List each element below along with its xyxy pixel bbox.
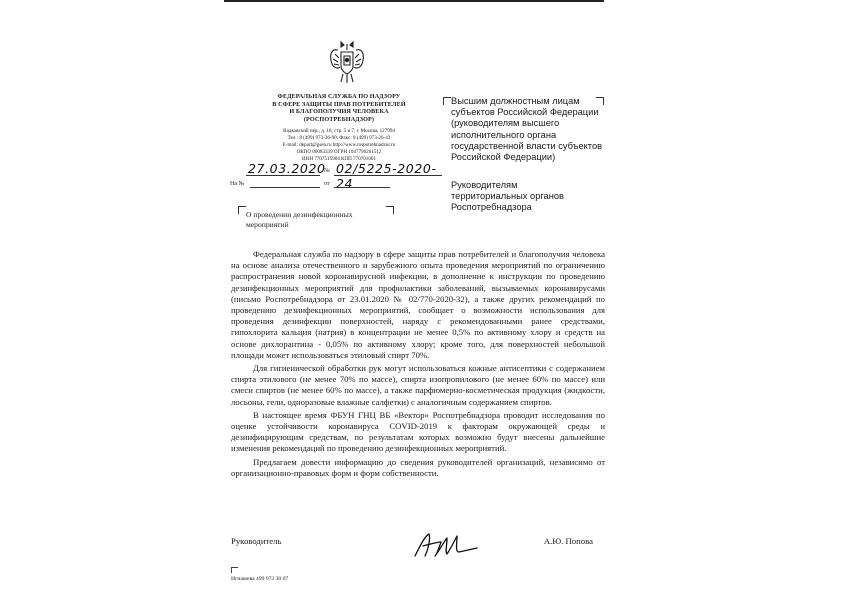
letter-subject: О проведении дезинфекционных мероприятий <box>246 210 353 229</box>
handwritten-date: 27.03.2020 <box>248 161 326 176</box>
addressee-block-primary: Высшим должностным лицам субъектов Российской Федерации (руководителям высшего исполнительного органа государственной власти субъектов Российской Федерации) <box>451 96 603 163</box>
ref-from-underline <box>334 186 390 188</box>
date-underline <box>246 174 320 176</box>
executor-contact: Игнашева 499 973 30 07 <box>231 576 289 582</box>
scan-top-edge <box>224 0 604 2</box>
executor-mark <box>231 567 238 573</box>
handwritten-signature <box>411 530 481 560</box>
number-underline <box>334 174 442 176</box>
body-paragraph: В настоящее время ФБУН ГНЦ ВБ «Вектор» Роспотребнадзора проводит исследования по оценке устойчивости коронавируса COVID-2019 к факторам окружающей среды и дезинфицирующим средствам, по результатам которых возможно будут внесены дальнейшие изменения рекомендаций по проведению дезинфекционных мероприятий. <box>231 409 605 454</box>
address-corner-left <box>443 97 451 105</box>
addressee-block-secondary: Руководителям территориальных органов Роспотребнадзора <box>451 180 564 213</box>
letter-body <box>231 249 605 479</box>
agency-contacts: Вадковский пер., д. 18, стр. 5 и 7, г. Москва, 127994 Тел.: 8 (499) 973-26-90; Факс: 8 (499) 973-26-43 E-mail: depart@gsen.ru http://www.rospotrebnadzor.ru ОКПО 00083339 ОГРН 1047796261512 ИНН 7707515984 КПП 770701001 <box>282 128 396 163</box>
issuer-header <box>244 93 434 163</box>
body-paragraph: Федеральная служба по надзору в сфере защиты прав потребителей и благополучия человека на основе анализа отечественного и зарубежного опыта проведения мероприятий по ограничению распространения новой коронавирусной инфекции, в дополнение к инструкции по проведению дезинфекционных мероприятий для профилактики заболеваний, вызываемых коронавирусами (письмо Роспотребнадзора от 23.01.2020 № 02/770-2020-32), а также других рекомендаций по проведению дезинфекционных мероприятий, сообщает о возможности использования для проведения дезинфекции поверхностей, наряду с рекомендованными ранее средствами, гипохлорита кальция (натрия) в концентрации не менее 0,5% по активному хлору и средств на основе дихлорантина - 0,05% по активному хлору; кроме того, для поверхностей небольшой площади может использоваться этиловый спирт 70%. <box>231 249 605 360</box>
body-paragraph: Предлагаем довести информацию до сведения руководителей организаций, независимо от организационно-правовых форм и форм собственности. <box>231 456 605 478</box>
registration-line <box>230 161 442 191</box>
subject-corner-left <box>238 206 246 214</box>
agency-name: ФЕДЕРАЛЬНАЯ СЛУЖБА ПО НАДЗОРУ В СФЕРЕ ЗАЩИТЫ ПРАВ ПОТРЕБИТЕЛЕЙ И БЛАГОПОЛУЧИЯ ЧЕЛОВЕКА (РОСПОТРЕБНАДЗОР) <box>272 93 406 123</box>
body-paragraph: Для гигиенической обработки рук могут использоваться кожные антисептики с содержанием спирта этилового (не менее 70% по массе), спирта изопропилового (не менее 60% по массе) или смеси спиртов (не менее 60% по массе), а также парфюмерно-косметическая продукция (жидкости, лосьоны, гели, одноразовые влажные салфетки) с аналогичным содержанием спиртов. <box>231 363 605 407</box>
ref-from-label: от <box>324 181 330 187</box>
signatory-title: Руководитель <box>231 536 282 546</box>
signatory-name: А.Ю. Попова <box>543 536 593 546</box>
handwritten-number: 02/5225-2020-24 <box>336 161 437 191</box>
subject-corner-right <box>386 206 394 214</box>
number-label: № <box>324 168 330 174</box>
ref-underline <box>250 186 320 188</box>
coat-of-arms-emblem <box>327 38 367 86</box>
signature-block <box>231 536 605 562</box>
ref-label: На № <box>230 181 245 187</box>
